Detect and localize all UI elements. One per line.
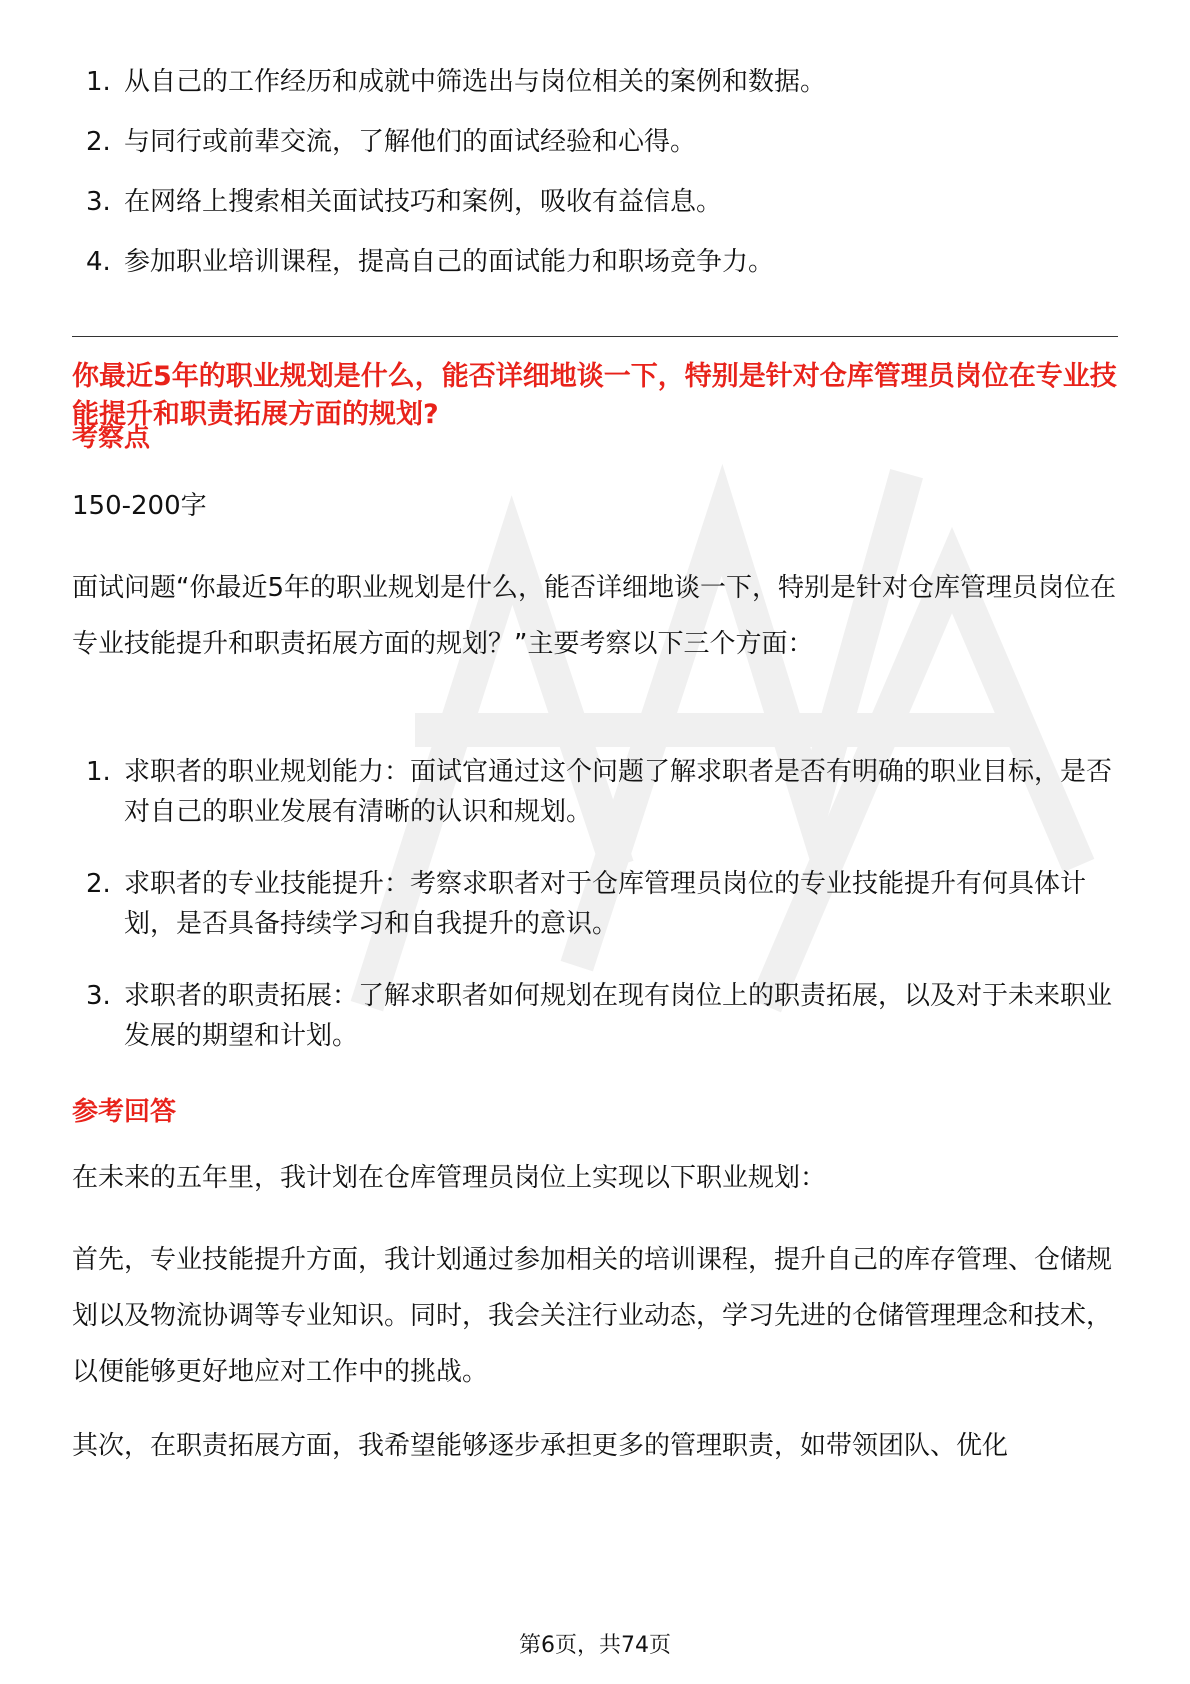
- list-item: [72, 752, 1118, 832]
- list-number: 4.: [86, 247, 111, 277]
- list-text: 与同行或前辈交流，了解他们的面试经验和心得。: [124, 127, 697, 157]
- list-item: [72, 62, 1118, 122]
- question-heading: 你最近5年的职业规划是什么，能否详细地谈一下，特别是针对仓库管理员岗位在专业技能提升和职责拓展方面的规划?: [72, 361, 1117, 430]
- list-text: 求职者的专业技能提升：考察求职者对于仓库管理员岗位的专业技能提升有何具体计划，是否具备持续学习和自我提升的意识。: [124, 869, 1087, 939]
- page-footer: 第6页，共74页: [519, 1633, 671, 1658]
- list-text: 从自己的工作经历和成就中筛选出与岗位相关的案例和数据。: [124, 67, 827, 97]
- word-count: 150-200字: [72, 491, 207, 521]
- exam-points-list: [72, 752, 1118, 1088]
- exam-label: 考察点: [72, 423, 151, 453]
- exam-intro-paragraph: 面试问题“你最近5年的职业规划是什么，能否详细地谈一下，特别是针对仓库管理员岗位在专业技能提升和职责拓展方面的规划？”主要考察以下三个方面：: [72, 573, 1117, 659]
- list-text: 求职者的职责拓展：了解求职者如何规划在现有岗位上的职责拓展，以及对于未来职业发展的期望和计划。: [124, 981, 1113, 1051]
- list-text: 求职者的职业规划能力：面试官通过这个问题了解求职者是否有明确的职业目标，是否对自己的职业发展有清晰的认识和规划。: [124, 757, 1113, 827]
- list-number: 3.: [86, 187, 111, 217]
- list-number: 2.: [86, 869, 111, 899]
- list-item: [72, 864, 1118, 944]
- list-number: 3.: [86, 981, 111, 1011]
- list-text: 在网络上搜索相关面试技巧和案例，吸收有益信息。: [124, 187, 723, 217]
- list-item: [72, 242, 1118, 302]
- answer-paragraph: 其次，在职责拓展方面，我希望能够逐步承担更多的管理职责，如带领团队、优化: [72, 1431, 1009, 1461]
- list-item: [72, 122, 1118, 182]
- list-text: 参加职业培训课程，提高自己的面试能力和职场竞争力。: [124, 247, 775, 277]
- list-number: 1.: [86, 67, 111, 97]
- intro-steps-list: [72, 62, 1118, 302]
- list-number: 2.: [86, 127, 111, 157]
- answer-label: 参考回答: [72, 1097, 177, 1127]
- document-page: [72, 0, 1118, 1684]
- section-divider: [72, 336, 1118, 337]
- list-item: [72, 976, 1118, 1056]
- list-number: 1.: [86, 757, 111, 787]
- answer-paragraph: 首先，专业技能提升方面，我计划通过参加相关的培训课程，提升自己的库存管理、仓储规划以及物流协调等专业知识。同时，我会关注行业动态，学习先进的仓储管理理念和技术，以便能够更好地应对工作中的挑战。: [72, 1245, 1113, 1387]
- list-item: [72, 182, 1118, 242]
- answer-paragraph: 在未来的五年里，我计划在仓库管理员岗位上实现以下职业规划：: [72, 1163, 827, 1193]
